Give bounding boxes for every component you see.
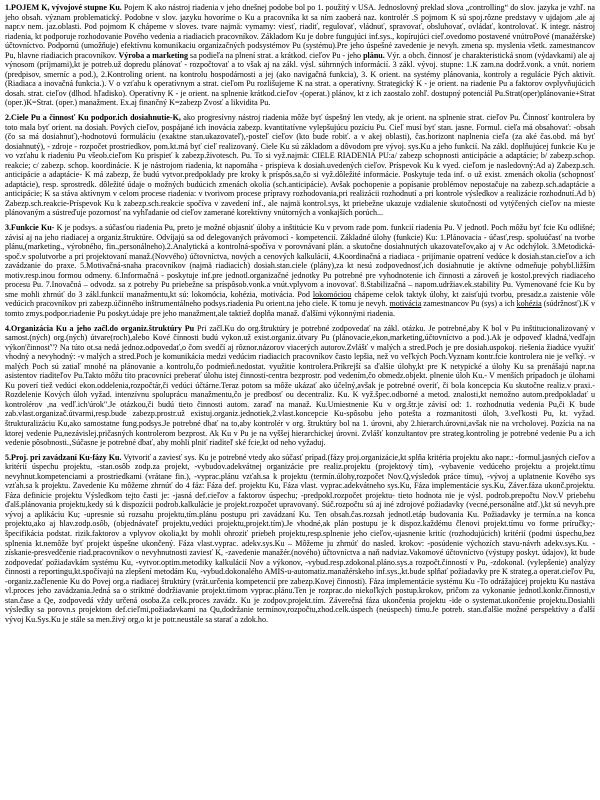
section-text: K je podsys. a súčasťou riadenia Pu, preto je možné objasniť úlohy a inštitúcie Ku v prvom rade pom. funkcií riadenia Pu. V jednotl. Poch môžu byť fcie Ku odlišné; závisí aj na jeho riadiacej a organiz.štruktúre. Odvíjajú sa od delegovaných právomocí - kompetencií. Základné úlohy (funkcie) Ku: 1.Plánovacia - účasť,resp. spoluúčasť na tvorbe plánu,(marketing., výrobného, fin.,personálneho).2.Analytická a kontrolná-spočíva v porovnávaní plán. a skutočne dosiahnutých ukazovateľov,ako aj v Ac odchýlok. 3.Metodická-spoč.v spolutvorbe a pri projektovaní manaž.(Novvého) účtovníctva, nových a cenových kalkulácií, 4.Koordinačná a riadiaca - prijímanie opatrení vedúce k dosiah.stan.cieľov a ich zavádzanie do praxe. 5.Motivačná-snaha pracovníkov (najmä riadiacich) dosiah.stan.ciele (plány),za kt nesú zodpovednosť,ich dosiahnutie je aktívne odmeňuje pohybl.ližším motiv.resp.inou formou odmeny. 6.Informačná - poskytuje inf.pre jednotl.organizačné jednotky Pu potrebné pre vyhodnotenie ich činnosti a zároveň je kostol.prevých riadiaceho procesu Pu. 7.Inovačná – odvodz. sa z potreby Pu priebežne sa príspôsob.vonk.a vnút.vplyvom a inovovať. 8.Stabilizačná – napom.udržiav.ek.stability Pu. Vymenované fcie Ku by sme mohli zhrnúť do 3 zákl.funkcií manažmentu,kt sú: lokomócia, kohézia, motivácia. Pod: [5, 223, 595, 299]
section-text: Vytvoriť a zaviesť sys. Ku je potrebné vtedy ako súčasť prípad.(fázy proj.organizácie,kt splňa kritéria projektu ako napr.: -formul.jasných cieľov a kritérií úspechu projektu, -stan.osôb zodp.za projekt, -vybudov.adekvátnej organizácie pre realiz.projektu (projektový tím), -vybavenie vedúceho projektu a projekt.tímu nevyhnut.kompetenciami a prostriedkami (vrátane fin.), -vyprac.plánu vzťah.sa k projektu (termín.úlohy,rozpočet Nov.Q,výsledok práce tímu), -vývoj a uplatnenie Kového sys vzťah.sa k projektu. Zavedenie Ku môžeme zhrnúť do 4 fáz: Fáza def. projektu Ku, Fáza vlast. vyprac.adekvátneho sys.Ku, Fáza implementácie sys.Ku, Záver.fáza ukonč.projektu. Fáza definície projektu Výsledkom tejto časti je: -jasná def.cieľov a faktorov úspechu; -predpokl.rozpočet projektu- tieto hodnota nie je výsl. podrob.prepočtu Nov.V priebehu ďalš.plánovania projektu,kedy sú k dispozícii podrob.kalkulácie je projekt.rozpočet upravovaný. Súč.rozpočtu sú aj iné zdrojové požiadavky (vecné,personálne atď.),kt sú nevyh.pre vývoj a aplikáciu Ku; -upresnie sú rozsahu projektu,tím.plánu postupu pri zavádzaní Ku. Ten obsah.čas.rozsah jednotl.etáp budovania Ku. Požiadavky je termín.a na konca projektu,ako aj hlav.zodp.osôb, (objednávateľ projektu,vedúci projektu,projekt.tím).Je vhodné,ak plán postupu je k dispoz.každému členovi projekt.tímu vo forme príručky;-špecifikácia podstat. rizik.faktorov a vplyvov okolia,kt by mohli ohroziť priebeh projektu,resp.splnenie jeho cieľov,-ujasnenie kritíc (rozhodujúcich) kritérií (podmi úspechu,bez splnenia kt.nemôže byť projekt úspešne ukončený. Fáza vlast.vyprac. adekv.sys.Ku – Môžeme ju zhrnúť do nasled. krokov: -posúdenie výchozích stavu-návrh adekv.sys.Ku. -získanie-presvedčenie riad.pracovníkov o nevyhnutnosti zaviesť K, -zavedenie manažér.(nového) účtovníctva a naň nadviaz.Vakomové účtovníctvo (výstupy poskyt. údajov), kt bude zodpovedať požiadavkám systému Ku, -vytvor.optim.metodiky kalkulácií Nov a výkonov, -vybud.resp.zdokonal.pláno.sys.a rozpočt.činností v Pu, -zdokonal. (vylepšenie) analýzy činnosti a reportingu,kt.spočívajú na zlepšení metodám Ku, -vybud.dokonalého AMIS-u-automatiz.manažérskeho inf.sys.,kt.bude splňať požiadavky pre K strateg.a operat.cieľov Pu, -organiz.začlenenie Ku do Povej org.a riadiacej štruktúry (vrát.určenia kompetencií pre zabezp.Kovej činnosti). Fáza implementácie systému Ku -To odrážajúcej projektu Ku nastáva vl.proces jeho zavádzania.Jedná sa o striktné dodržiavanie projekt.tímom vyprac.plánu.Ten je rozprac.do niekoľkých postup.krokov, pričom za vykonanie jednotl.konkr.činnosti,v stan.čase a Qe, zodpovedá vždy určená osoba.Za celk.proces zavádz. Ku je zodpov.projekt.tím. Záverečná fáza ukončenia projektu -ide o systemat.ukončenie projektu.Dosiahli výsledky sa porovn.s projektom def.cieľmi,požiadavkami na Qu,dodržanie termínov,rozpočtu,zhod.celk.úspech (neúspech) tímu.Je potreb. stan.ďalšie možné perspektívy a ďalší vývoj Ku.Sys.Ku je stále sa men.živý org,o kt je potr.neustále sa starať a zdok.ho.: [5, 452, 595, 624]
section-2: [5, 113, 595, 218]
bold-term: plánu.: [363, 50, 385, 60]
section-4: [5, 324, 595, 448]
underlined-term: motivácia: [389, 299, 422, 309]
section-3: [5, 223, 595, 318]
section-text: ako progresívny nástroj riadenia môže byť úspešný len vtedy, ak je orient. na splnenie strat. cieľov Pu. Činnosť kontrolera by toto mala byť orient. na dosiah. Pových cieľov, pospájané ich inovácia zabezp. kvantitatívne vylepšujúcu pozíciu Pu. Cieľ musí byť stan. jasne. Formul. cieľa má obsahovať: -obsah (čo sa má dosiahnuť),-hodnotovú formuláciu (exaktne stan.ukazovateľ),-posteľ cieľov (kto bude robiť. a v akej oblasti), čas.horizont naplnenia cieľa (za aké čas.obd. má byť dosiahnutý), - zdroje - rozpočet prostriedkov, pom.kt.má byť cieľ realizovaný. Ciele Ku sú základom a dôvodom pre vývoj. sys.Ku a jeho funkcií. Na zákl. doplňujúcej funkcie Ku je vo vzťahu k riadeniu Pu všeob.cieľom Ku prispieť k zabezp.životesch. Pu. To si vyž.najmä: CIELE RIADENIA PU:a/ zabezp schopnosti anticipácie a adaptácie; b/ zabezp.schop. reakcie; c/ zabezp. schop. koordinácie. K je nástrojom riadenia, kt napomáha - prispieva k dosiah.uvedených cieľov. Príspevok Ku k vyed. cieľom je nasledovný:Ad a) Zabezp.sch. anticipácie a adaptácie- K má zabezp, že budú vytvor.predpoklady pre kroky k príspôs.sa,čo si vyž.dôležité informácie. Poskytuje teda inf. o už exist. zmenách okolia (schopnosť adaptácie), resp. sprostredk. dôležité údaje o možných budúcich zmenách okolia (sch.anticipácie). Avšak pochopenie a popísanie problémov nepostačuje na zabezp.sch.adaptácie a anticipácie; K sa stáva aktívnym v celom procese riadenia: v tvorivom procese prípravy rozhodovania,pri realizácii rozhodnutí a pri kontrole výsledkov a realizácie rozhodnutí.Ad b) Zabezp.sch.reakcie-Príspevok Ku k zabezp.sch.reakcie spočíva v zavedení inf., ale najmä kontrol.sys, kt priebežne ukazuje vzdialenie skutočnosti od vytýčených cieľov na mieste plánovaným a sústreďuje pozornosť na vyhľadanie od cieľov zamerané korektívny vnútorných a vonkajších porúch...: [5, 113, 595, 218]
section-heading: 3.Funkcie Ku-: [5, 223, 55, 233]
section-text: Pri začl.Ku do org.štruktúry je potrebné zodpovedať na zákl. otázku. Je potrebné,aby K bol v Pu inštitucionalizovaný v samost.(ných) org.(ných) útvare(roch),alebo Kové činnosti budú vykon.už exist.organiz.útvary Pu (plánovacie,ekon,marketing,účtovníctvo a pod.).Ak je odpoveď kladná,'vedľajn výkon'činnosť''? Na túto ot.sa nedá jednoz.odpovedať,o čom svedčí aj rôznor.názorov viacerých autorov.Zvlášť v malých a stred.Poch je pre dosiah.uspokoj. riešenia žiadúce využiť vhodný a nevyhodný: -v malých a stred.Poch je komunikácia medzi vedúcim riadiacich pracovníkov často lepšia, než vo veľkých Poch.Vyznam kontr.fcie kontrolera nie je veľký. -v malých Poch sú zatiaľ mnohé na plánovanie a kontrolu,čo podmieň.nedostat. využitie kontrolera.Príkrejší sa ďalšie úlohy,kt pre K netypické a úlohy Ku sa prenášajú napr.na asistentov riaditeľov Pu.Takto môžu títo pracovníci preberať úlohu istej činnosti-centra bezprostr. pod vedením,čo obmedz.objekt. plnenie úloh Ku.- V menších prípadoch je úlohami Ku poverí tiež vedúci ekon.oddelenia,rozpočtár,či vedúci účtárne.Teraz potom sa môže ukázať ako účelný,avšak je potrebné overiť, či bola koncepcia Ku skutočne realiz.v praxi.-Rozdelenie Kových úloh vyžad. intenzívnu spoluprácu manažmentu,čo je predbosť ou decentraliz. Ku. K vyž.špec.odborné a metod. znalosti,kt nemožno autom.predpokladať u kontrolérov ,na vedľ.ich'úrok".Je otázkou,či budú tieto činnosti autom. zaraď na manaž. Ku.Umiestnenie Ku v org.štr.je závisí od: 1. rozhodnutia vedenia Pu,či K bude zab.vlast.organizač.útvarmi,resp.bude zabezp.prostr.už existuj.organiz.jednotiek,2.vlast.koncepcie Ku-spôsobu jeho potešta a rozmanitosti úloh, 3.veľkosti Pu, kt. vyžad. štrukturalizáciu Ku,ako samostatne fung.podsys.Je potrebné dbať na to,aby kontrolér v org. štruktúry bol na 1. úrovni, aby 2.hierarch.úrovni,avšak nie na vrcholovej. Pozícia na na ktorej vedenie Pu,nezávislej.pričasných kontrolerom bezprost. Ak Ku v Pu je na vyššej hierarchickej úrovni. Zvlášť konzultantov pre strateg.kontroling je potrebné vedenie Pu a ich vedenie pôsobnosti.‚Súčasne je potrebné dbať, aby mohli plniť riaditeľ ské fcie,kt od neho vyžaduj.: [5, 323, 596, 448]
section-1: [5, 3, 595, 108]
section-text: sa podieľa na plnení strat. a krátkod. cieľov Pu - jeho: [188, 50, 364, 60]
section-text: (súdržnosť).K v tomto zmys.podpor.riadenie Pu poskyt.údaje pre jeho manažment,ale taktiež doplňa manaž. ďalšími výkonnými riadenia.: [5, 299, 596, 318]
section-5: [5, 453, 595, 625]
underlined-term: kohézia: [516, 299, 542, 309]
section-text: Výr. a obch. činnosť je charakteristická snom (výdavkami) ale aj výnosom (príjmami),kt je potreb.už dopredu plánovať - rozpočtovať a to však aj na zákl. výsl. súhrnných informácií. 3 zákl. vývoj. stupne: 1.K zam.na dodrž.vonk. a vnút. noriem (predpisov, smerníc a pod.), 2.Kontroling orient. na kontrolu hospodárnosti a jej (ako navigačná funkcia), 3. K orient. na systémy plánovania, kontroly a regulácie Pých aktivít. (Riadiaca a inovačná funkcia.). V o vzťahu k operatívnym a strat. cieľom Pu rozlišujeme K na strat. a operatívny. Strategický K - je orient. na riadenie Pu a faktorov ovplyvňujúcich dosah. strat. cieľov (dlhod. hľadisko). Operatívny K - je orient. na splnenie krátkod.cieľov -(operat.) plánov, kt z ich zaostalo zohľ. dostupný potenciál Pu.Strat(oper)plánovanie+Strat (oper.)K=Strat. (oper.) manažment. Ex.aj finančný K=zabezp Zvosť a likvidita Pu.: [5, 50, 595, 108]
section-heading: 2.Ciele Pu a činnosť Ku podpor.ich dosiahnutie-K,: [5, 113, 181, 123]
section-text: Pojem K ako nástroj riadenia v jeho dnešnej podobe bol po 1. použitý v USA. Jednoslovný preklad slova „controlling“ do slov. jazyka je vzhľ. na jeho obsah. význam problematický. Podobne v slov. jazyku hovoríme o Ku a pracovníka kt sa ním zaoberá naz. kontrolér .S pojmom K sú spoj.rôzne predstavy v ujdajom ,ale aj napr.v nem. jaz.oblasti. Pod pojmom K chápeme v sloves. tvare najmä: vymamy: viesť, riadiť, regulovať, vládnuť, spravovať, obsluhovať, ovládať, kontrolovať. K integr. nástroj riadenia, kt podporuje rozhodovanie Pového vedenia a riadiacich pracovníkov. Základom Ku je dobre fungujúci inf.sys., kopírujúci cieľ.ovedomo postavené vnútroPové (manažérske) účtovníctvo. Podpornú (umožňuje) efektívnu komunikaciu organizačných podsystémov Pu (systému).Pre jeho úspešné zavedenie je nevyh. zmena sp. myslenia všetk. zamestnancov Pu, hlavne riadiacich pracovníkov.: [5, 3, 595, 60]
section-text: chápeme celok taktyk úlohy, kt zaisťujú tvorbu, presadz.a zaistenie vôle vedúcich pracovníkov pri zabezp.účinného inštrumentálneho podsys.riadenia Pu orient.na jeho ciele. K tomu je nevyh.: [5, 289, 595, 309]
underlined-term: lokomóciou: [312, 289, 352, 299]
bold-term: Výroba a marketing: [118, 50, 189, 60]
section-text: zamestnancov Pu (sys) a ich: [421, 299, 517, 309]
section-heading: 5.Proj. pri zavádzaní Ku-fázy Ku.: [5, 452, 122, 462]
section-heading: 1.POJEM K, vývojové stupne Ku.: [5, 3, 122, 12]
section-heading: 4.Organizácia Ku a jeho začl.do organiz.štruktúry Pu: [5, 323, 195, 333]
